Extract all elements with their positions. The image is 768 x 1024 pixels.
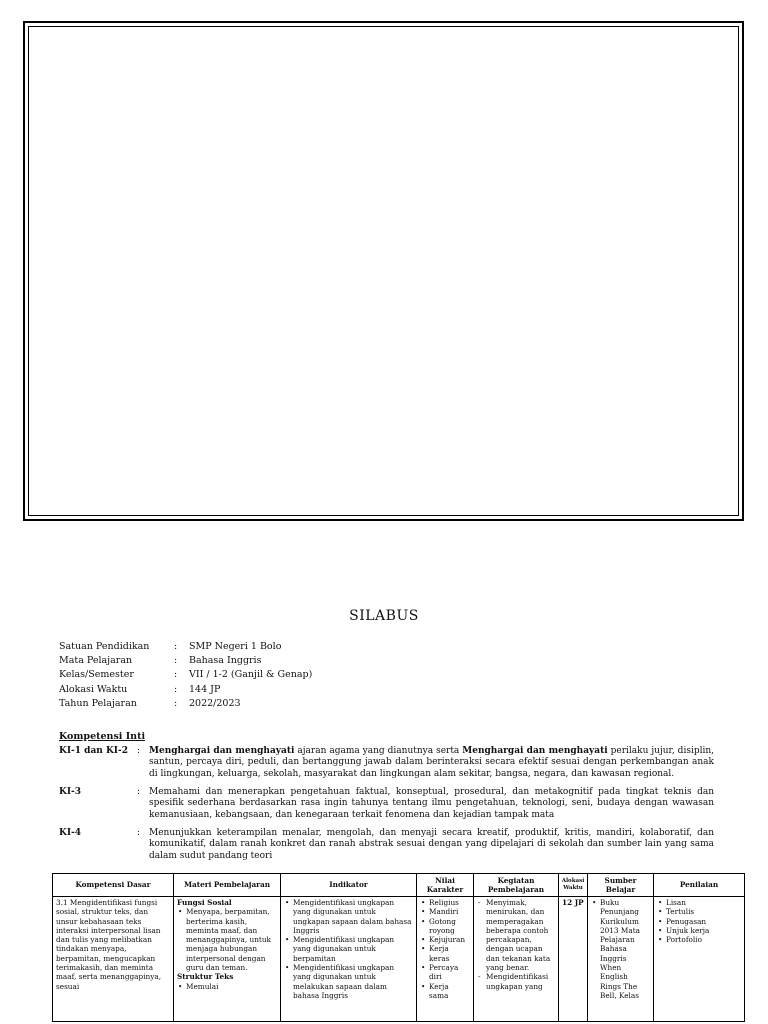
header-indikator: Indikator xyxy=(281,874,417,897)
ki-label: KI-4 xyxy=(59,828,82,838)
cell-kegiatan xyxy=(474,897,559,1022)
cell-alokasi: 12 JP xyxy=(559,897,588,1022)
header-materi: Materi Pembelajaran xyxy=(174,874,281,897)
kegiatan-item: - Menyimak, menirukan, dan memperagakan beberapa contoh percakapan, dengan ucapan dan tekanan kata yang benar. xyxy=(486,898,555,972)
header-kompetensi-dasar: Kompetensi Dasar xyxy=(53,874,174,897)
penilaian-item: • Unjuk kerja xyxy=(666,926,741,935)
indikator-item: • Mengidentifikasi ungkapan yang digunakan untuk ungkapan sapaan dalam bahasa Inggris xyxy=(293,898,413,935)
info-row: Satuan Pendidikan : SMP Negeri 1 Bolo xyxy=(59,640,312,654)
cell-materi xyxy=(174,897,281,1022)
header-nilai-karakter: Nilai Karakter xyxy=(417,874,474,897)
cover-frame-inner-border xyxy=(28,26,739,516)
materi-item: • Memulai xyxy=(186,982,277,991)
info-label: Kelas/Semester xyxy=(59,669,134,681)
cell-sumber xyxy=(588,897,654,1022)
penilaian-item: • Portofolio xyxy=(666,935,741,944)
ki-1-2: KI-1 dan KI-2 : Menghargai dan menghayati ajaran agama yang dianutnya serta Menghargai dan menghayati perilaku jujur, disiplin, santun, percaya diri, peduli, dan bertanggung jawab dalam berinteraksi secara efektif sesuai dengan perkembangan anak di lingkungan, keluarga, sekolah, masyarakat dan lingkungan alam sekitar, bangsa, negara, dan kawasan regional. xyxy=(59,746,714,779)
ki-4: KI-4 : Menunjukkan keterampilan menalar, mengolah, dan menyaji secara kreatif, produktif, kritis, mandiri, kolaboratif, dan komunikatif, dalam ranah konkret dan ranah abstrak sesuai dengan yang dipelajari di sekolah dan sumber lain yang sama dalam sudut pandang teori xyxy=(59,828,714,861)
nilai-item: • Kerja keras xyxy=(429,944,470,963)
nilai-item: • Kerja sama xyxy=(429,982,470,1001)
info-row: Kelas/Semester : VII / 1-2 (Ganjil & Genap) xyxy=(59,668,312,682)
ki-label: KI-3 xyxy=(59,787,82,797)
materi-heading: Struktur Teks xyxy=(177,972,234,982)
header-penilaian: Penilaian xyxy=(654,874,745,897)
materi-item: • Menyapa, berpamitan, berterima kasih, meminta maaf, dan menanggapinya, untuk menjaga hubungan interpersonal dengan guru dan teman. xyxy=(186,907,277,972)
penilaian-item: • Lisan xyxy=(666,898,741,907)
cell-indikator xyxy=(281,897,417,1022)
syllabus-table xyxy=(52,873,745,1022)
indikator-item: • Mengidentifikasi ungkapan yang digunakan untuk melakukan sapaan dalam bahasa Inggris xyxy=(293,963,413,1000)
ki-text: Memahami dan menerapkan pengetahuan faktual, konseptual, prosedural, dan metakognitif pada tingkat teknis dan spesifik sederhana berdasarkan rasa ingin tahunya tentang ilmu pengetahuan, teknologi, seni, budaya dengan wawasan kemanusiaan, kebangsaan, dan kenegaraan terkait fenomena dan kejadian tampak mata xyxy=(149,787,714,820)
indikator-item: • Mengidentifikasi ungkapan yang digunakan untuk berpamitan xyxy=(293,935,413,963)
cell-kd: 3.1 Mengidentifikasi fungsi sosial, struktur teks, dan unsur kebahasaan teks interaksi interpersonal lisan dan tulis yang melibatkan tindakan menyapa, berpamitan, mengucapkan terimakasih, dan meminta maaf, serta menanggapinya, sesuai xyxy=(53,897,174,1022)
penilaian-item: • Tertulis xyxy=(666,907,741,916)
kegiatan-item: - Mengidentifikasi ungkapan yang xyxy=(486,972,555,991)
ki-text: Menunjukkan keterampilan menalar, mengolah, dan menyaji secara kreatif, produktif, kritis, mandiri, kolaboratif, dan komunikatif, dalam ranah konkret dan ranah abstrak sesuai dengan yang dipelajari di sekolah dan sumber lain yang sama dalam sudut pandang teori xyxy=(149,828,714,861)
info-value: Bahasa Inggris xyxy=(189,655,262,667)
info-value: VII / 1-2 (Ganjil & Genap) xyxy=(189,669,313,681)
table-header-row xyxy=(53,874,745,897)
info-value: 2022/2023 xyxy=(189,697,241,709)
nilai-item: • Religius xyxy=(429,898,470,907)
ki-3: KI-3 : Memahami dan menerapkan pengetahuan faktual, konseptual, prosedural, dan metakognitif pada tingkat teknis dan spesifik sederhana berdasarkan rasa ingin tahunya tentang ilmu pengetahuan, teknologi, seni, budaya dengan wawasan kemanusiaan, kebangsaan, dan kenegaraan terkait fenomena dan kejadian tampak mata xyxy=(59,787,714,820)
sumber-item: • Buku Penunjang Kurikulum 2013 Mata Pelajaran Bahasa Inggris When English Rings The Bell, Kelas xyxy=(600,898,650,1000)
identity-block xyxy=(59,640,312,711)
nilai-item: • Gotong royong xyxy=(429,917,470,936)
info-row: Alokasi Waktu : 144 JP xyxy=(59,683,312,697)
document-title: SILABUS xyxy=(349,608,419,624)
ki-heading: Kompetensi Inti xyxy=(59,731,146,742)
info-label: Alokasi Waktu xyxy=(59,683,128,695)
ki-text: Menghargai dan menghayati ajaran agama yang dianutnya serta Menghargai dan menghayati perilaku jujur, disiplin, santun, percaya diri, peduli, dan bertanggung jawab dalam berinteraksi secara efektif sesuai dengan perkembangan anak di lingkungan, keluarga, sekolah, masyarakat dan lingkungan alam sekitar, bangsa, negara, dan kawasan regional. xyxy=(149,746,714,779)
ki-label: KI-1 dan KI-2 xyxy=(59,746,128,756)
info-label: Mata Pelajaran xyxy=(59,655,133,667)
cell-nilai-karakter xyxy=(417,897,474,1022)
nilai-item: • Mandiri xyxy=(429,907,470,916)
header-sumber-belajar: Sumber Belajar xyxy=(588,874,654,897)
info-label: Satuan Pendidikan xyxy=(59,641,150,652)
materi-heading: Fungsi Sosial xyxy=(177,898,232,907)
header-kegiatan: Kegiatan Pembelajaran xyxy=(474,874,559,897)
info-label: Tahun Pelajaran xyxy=(59,697,137,709)
nilai-item: • Kejujuran xyxy=(429,935,470,944)
penilaian-item: • Penugasan xyxy=(666,917,741,926)
cell-penilaian xyxy=(654,897,745,1022)
info-value: 144 JP xyxy=(189,683,221,695)
table-row xyxy=(53,897,745,1022)
nilai-item: • Percaya diri xyxy=(429,963,470,982)
info-row: Mata Pelajaran : Bahasa Inggris xyxy=(59,654,312,668)
info-value: SMP Negeri 1 Bolo xyxy=(189,641,282,652)
info-row: Tahun Pelajaran : 2022/2023 xyxy=(59,697,312,711)
cover-frame xyxy=(23,21,744,521)
header-alokasi-waktu: Alokasi Waktu xyxy=(559,874,588,897)
